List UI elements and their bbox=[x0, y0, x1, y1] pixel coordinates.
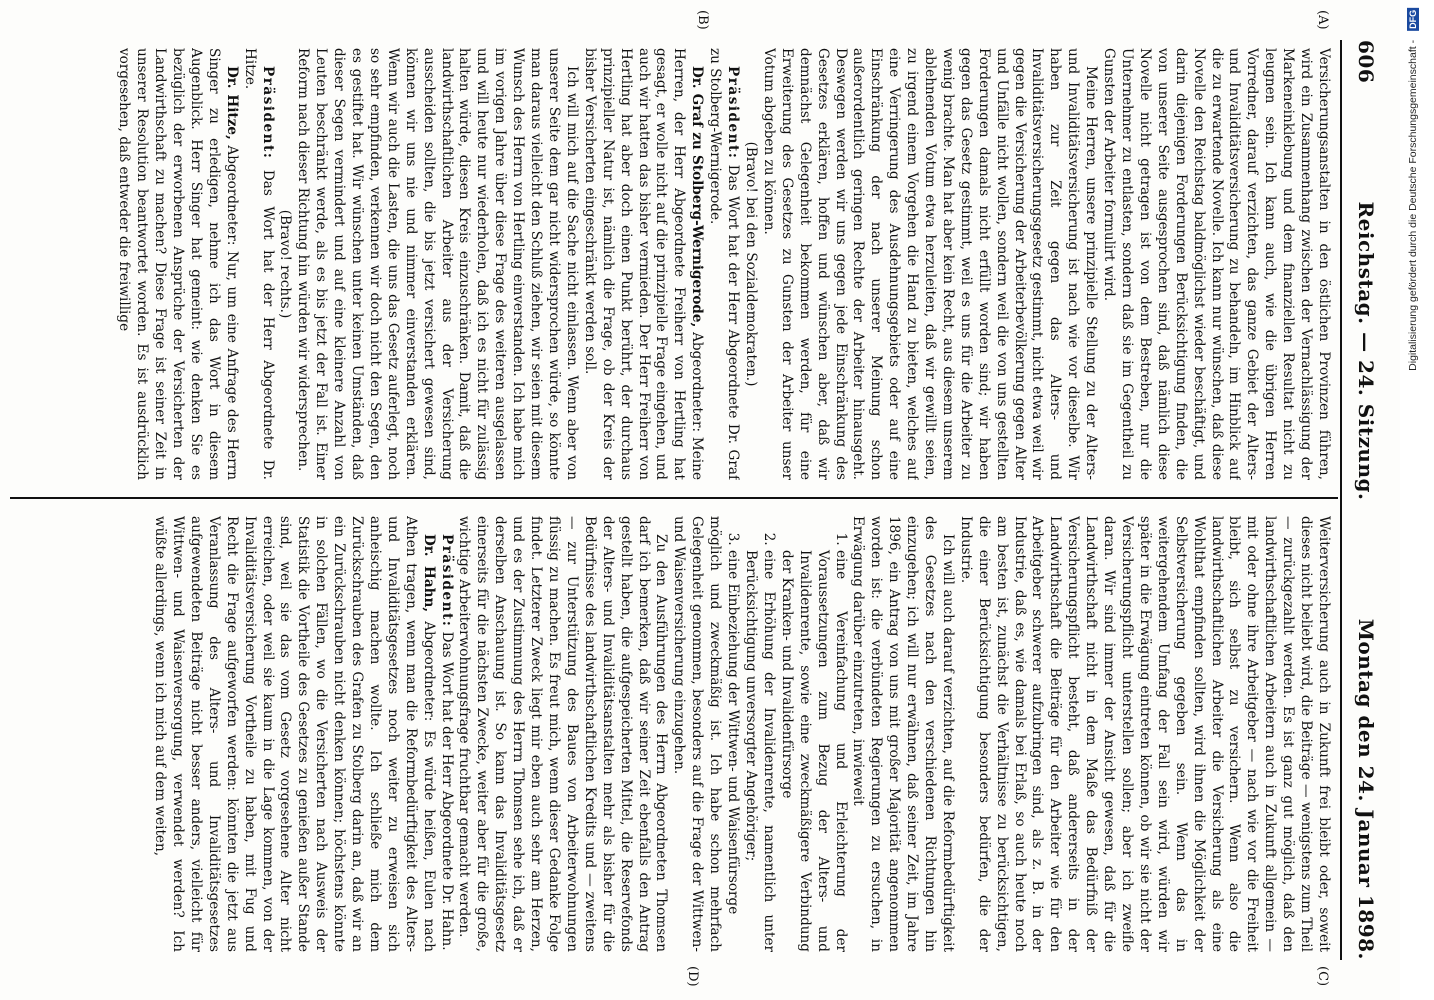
page-number: 606 bbox=[1354, 40, 1378, 84]
list-item: 2. eine Erhöhung der Invalidenrente, namentlich unter Berücksichtigung unversorgter Angehöriger; bbox=[741, 550, 777, 952]
president-label: Präsident: bbox=[438, 534, 455, 628]
speech-text: Abgeordneter: Es würde heißen, Eulen nach Athen tragen, wenn man die Reformbedürftigkeit des Alters- und Invaliditätsgesetzes noch weiter zu erweisen sich anheischig machen wollte. Ich schließe mich dem Zurückschrauben des Grafen zu Stolberg darin an, daß wir an ein Zurückschrauben nicht denken können; höchstens könnte in solchen Fällen, wo die Versicherten nach Ausweis der Statistik die Vortheile des Gesetzes zu genießen außer Stande sind, weil sie das vom Gesetz vorgesehene Alter nicht erreichen, oder weil sie kaum in die Lage kommen, von der Invaliditätsversicherung Vortheile zu haben, mit Fug und Recht die Frage aufgeworfen werden: könnten die jetzt aus Veranlassung des Alters- und Invaliditätsgesetzes aufgewendeten Beiträge nicht besser anders, vielleicht für Wittwen- und Waisenversorgung, verwendet werden? Ich wüßte allerdings, wenn ich mich auf dem weiten, bbox=[152, 516, 437, 952]
margin-marker-d: (D) bbox=[685, 966, 700, 987]
president-text: Das Wort hat der Herr Abgeordnete Dr. Hitze. bbox=[241, 48, 276, 480]
president-label: Präsident: bbox=[725, 66, 742, 160]
right-column bbox=[12, 516, 1332, 952]
session-title: Reichstag. — 24. Sitzung. bbox=[1354, 201, 1378, 501]
left-column bbox=[12, 48, 1332, 480]
credit-text: Digitalisierung gefördert durch die Deutsche Forschungsgemeinschaft - bbox=[1407, 39, 1419, 371]
paragraph: Ich will mich auf die Sache nicht einlassen. Wenn aber von unserer Seite dem gar nicht widersprochen würde, so könnte man daraus vielleicht den Schluß ziehen, wir seien mit diesem Wunsch des Herrn von Hertling einverstanden. Ich habe mich im vorigen Jahre über diese Frage des weiteren ausgelassen und will heute nur wiederholen, daß ich es nicht für zulässig halten würde, diesen Kreis einzuschränken. Damit, daß die landwirthschaftlichen Arbeiter aus der Versicherung ausscheiden sollten, die bis jetzt versichert gewesen sind, können wir uns nie und nimmer einverstanden erklären. Wenn wir auch die Lasten, die uns das Gesetz auferlegt, noch so sehr empfinden, verkennen wir doch nicht den Segen, den es gestiftet hat. Wir wünschen unter keinen Umständen, daß dieser Segen vermindert und auf eine kleinere Anzahl von Leuten beschränkt werde, als es bis jetzt der Fall ist. Einer Reform nach dieser Richtung hin würden wir widersprechen. bbox=[295, 48, 580, 480]
paragraph: Ich will auch darauf verzichten, auf die Reformbedürftigkeit des Gesetzes nach den verschiedenen Richtungen hin einzugehen; ich will nur erwähnen, daß seiner Zeit, im Jahre 1896, ein Antrag von uns mit großer Majorität angenommen worden ist: die verbündeten Regierungen zu ersuchen, in Erwägung darüber einzutreten, inwieweit bbox=[850, 516, 956, 952]
page-header bbox=[1346, 40, 1386, 960]
margin-marker-c: (C) bbox=[1315, 966, 1330, 987]
president-label: Präsident: bbox=[259, 66, 276, 160]
president-remark bbox=[437, 516, 455, 952]
president-text: Das Wort hat der Herr Abgeordnete Dr. Hahn. bbox=[438, 627, 455, 951]
applause-note: (Bravo! bei den Sozialdemokraten.) bbox=[743, 141, 759, 387]
paragraph: Versicherungsanstalten in den östlichen Provinzen führen, wird ein Zusammenhang zwischen der Vernachlässigung der Markeneinklebung und dem finanziellen Resultat nicht zu leugnen sein. Ich kann auch, wie die übrigen Herren Vorredner, darauf verzichten, das ganze Gebiet der Alters- und Invaliditätsversicherung zu behandeln, im Hinblick auf die zu erwartende Novelle. Ich kann nur wünschen, daß diese Novelle den Reichstag baldmöglichst wieder beschäftigt, und darin diejenigen Forderungen Berücksichtigung finden, die von unserer Seite ausgesprochen sind, daß nämlich diese Novelle nicht getragen ist von dem Bestreben, nur die Unternehmer zu entlasten, sondern daß sie im Gegentheil zu Gunsten der Arbeiter formulirt wird. bbox=[1101, 48, 1332, 480]
credit-text-wrapper bbox=[1407, 8, 1419, 371]
session-date: Montag den 24. Januar 1898. bbox=[1354, 618, 1378, 960]
paragraph: möglich und zweckmäßig ist. Ich habe schon mehrfach Gelegenheit genommen, besonders auf die Frage der Wittwen- und Waisenversicherung einzugehen. bbox=[671, 516, 724, 952]
column-divider bbox=[10, 497, 1338, 499]
speaker-name: Dr. Graf zu Stolberg-Wernigerode, bbox=[689, 66, 706, 328]
digitization-credit bbox=[1398, 8, 1428, 988]
paragraph: Meine Herren, unsere prinzipielle Stellung zu der Alters- und Invaliditätsversicherung ist nach wie vor dieselbe. Wir haben zur Zeit gegen das Alters- und Invaliditätsversicherungsgesetz gestimmt, nicht etwa weil wir gegen die Versicherung der Arbeiterbevölkerung gegen Alter und Unfälle nicht wollen, sondern weil die von uns gestellten Forderungen damals nicht erfüllt worden sind; wir haben gegen das Gesetz gestimmt, weil es uns für die Arbeiter zu wenig brachte. Man hat aber kein Recht, aus diesem unserem ablehnenden Votum etwa herzuleiten, daß wir gewillt seien, zu irgend einem Vorgehen die Hand zu bieten, welches auf eine Verringerung des Ausdehnungsgebiets oder auf eine Einschränkung der nach unserer Meinung schon außerordentlich geringen Rechte der Arbeiter hinausgeht. Deswegen werden wir uns gegen jede Einschränkung des Gesetzes erklären, hoffen und wünschen aber, daß wir demnächst Gelegenheit bekommen werden, für eine Erweiterung des Gesetzes zu Gunsten der Arbeiter unser Votum abgeben zu können. bbox=[760, 48, 1100, 480]
paragraph: Zu den Ausführungen des Herrn Abgeordneten Thomsen darf ich bemerken, daß wir seiner Zeit ebenfalls den Antrag gestellt haben, die aufgespeicherten Mittel, die Reservefonds der Alters- und Invaliditätsanstalten mehr als bisher für die Bedürfnisse des landwirthschaftlichen Kredits und — zweitens — zur Unterstützung des Baues von Arbeiterwohnungen flüssig zu machen. Es freut mich, wenn dieser Gedanke Folge findet. Letzterer Zweck liegt mir eben auch sehr am Herzen, und es der Zustimmung des Herrn Thomsen sehe ich, daß er derselben Anschauung ist. So kann das Invaliditätsgesetz einerseits für die nächsten Zwecke, weiter aber für die große, wichtige Arbeiterwohnungsfrage fruchtbar gemacht werden. bbox=[456, 516, 670, 952]
speech bbox=[150, 516, 437, 952]
header-rule bbox=[1340, 40, 1342, 960]
speech-text: Abgeordneter: Nur, um eine Anfrage des Herrn Singer zu erledigen, nehme ich das Wort in diesem Augenblick. Herr Singer hat gemeint: wie denken Sie es bezüglich der erworbenen Ansprüche der Versicherten der Landwirthschaft zu machen? Diese Frage ist seiner Zeit in unserer Resolution beantwortet worden. Es ist ausdrücklich vorgesehen, daß entweder die freiwillige bbox=[116, 48, 240, 480]
dfg-logo: DFG bbox=[1408, 10, 1418, 29]
list-item: 1. eine Vereinfachung und Erleichterung der Voraussetzungen zum Bezug der Alters- und Invalidenrente, sowie eine zweckmäßigere Verbindung der Kranken- und Invalidenfürsorge bbox=[777, 550, 849, 952]
speech bbox=[114, 48, 239, 480]
numbered-list bbox=[723, 516, 848, 952]
list-item: 3. eine Einbeziehung der Wittwen- und Waisenfürsorge bbox=[723, 550, 741, 952]
speech bbox=[580, 48, 705, 480]
speaker-name: Dr. Hahn, bbox=[420, 534, 437, 613]
paragraph: Weiterversicherung auch in Zukunft frei bleibt oder, soweit dieses nicht beliebt wird, die Beiträge — wenigstens zum Theil — zurückgezahlt werden. Es ist ganz gut möglich, daß den landwirthschaftlichen Arbeitern auch in Zukunft allgemein — mit oder ohne ihre Arbeitgeber — nach wie vor die Freiheit bleibt, sich selbst zu versichern. Wenn also die landwirthschaftlichen Arbeiter die Versicherung als eine Wohlthat empfinden sollten, wird ihnen die Möglichkeit der Selbstversicherung gegeben sein. Wenn das in weitergehendem Umfang der Fall sein wird, würden wir später in die Erwägung eintreten können, ob wir sie nicht der Versicherungspflicht unterstellen sollen; aber ich zweifle daran. Wir sind immer der Ansicht gewesen, daß für die Landwirthschaft nicht in dem Maße das Bedürfniß der Versicherungspflicht besteht, daß andererseits in der Landwirthschaft die Beiträge für den Arbeiter wie für den Arbeitgeber schwerer aufzubringen sind, als z. B. in der Industrie, daß es, wie damals bei Erlaß, so auch heute noch am besten ist, zunächst die Verhältnisse zu berücksichtigen, die einer Berücksichtigung besonders bedürfen, die der Industrie. bbox=[957, 516, 1332, 952]
speech-text: Abgeordneter: Meine Herren, der Herr Abgeordnete Freiherr von Hertling hat gesagt, er wolle nicht auf die prinzipielle Frage eingehen, und auch wir hatten das bisher vermieden. Der Herr Freiherr von Hertling hat aber doch einen Punkt berührt, der durchaus prinzipieller Natur ist, nämlich die Frage, ob der Kreis der bisher Versicherten eingeschränkt werden soll. bbox=[581, 48, 706, 480]
president-remark bbox=[240, 48, 276, 480]
applause-note: (Bravo! rechts.) bbox=[277, 209, 294, 319]
margin-marker-a: (A) bbox=[1315, 10, 1330, 30]
speaker-name: Dr. Hitze, bbox=[223, 66, 240, 140]
margin-marker-b: (B) bbox=[695, 10, 710, 30]
president-remark bbox=[705, 48, 741, 480]
president-text: Das Wort hat der Herr Abgeordnete Dr. Graf zu Stolberg-Wernigerode. bbox=[707, 48, 742, 480]
